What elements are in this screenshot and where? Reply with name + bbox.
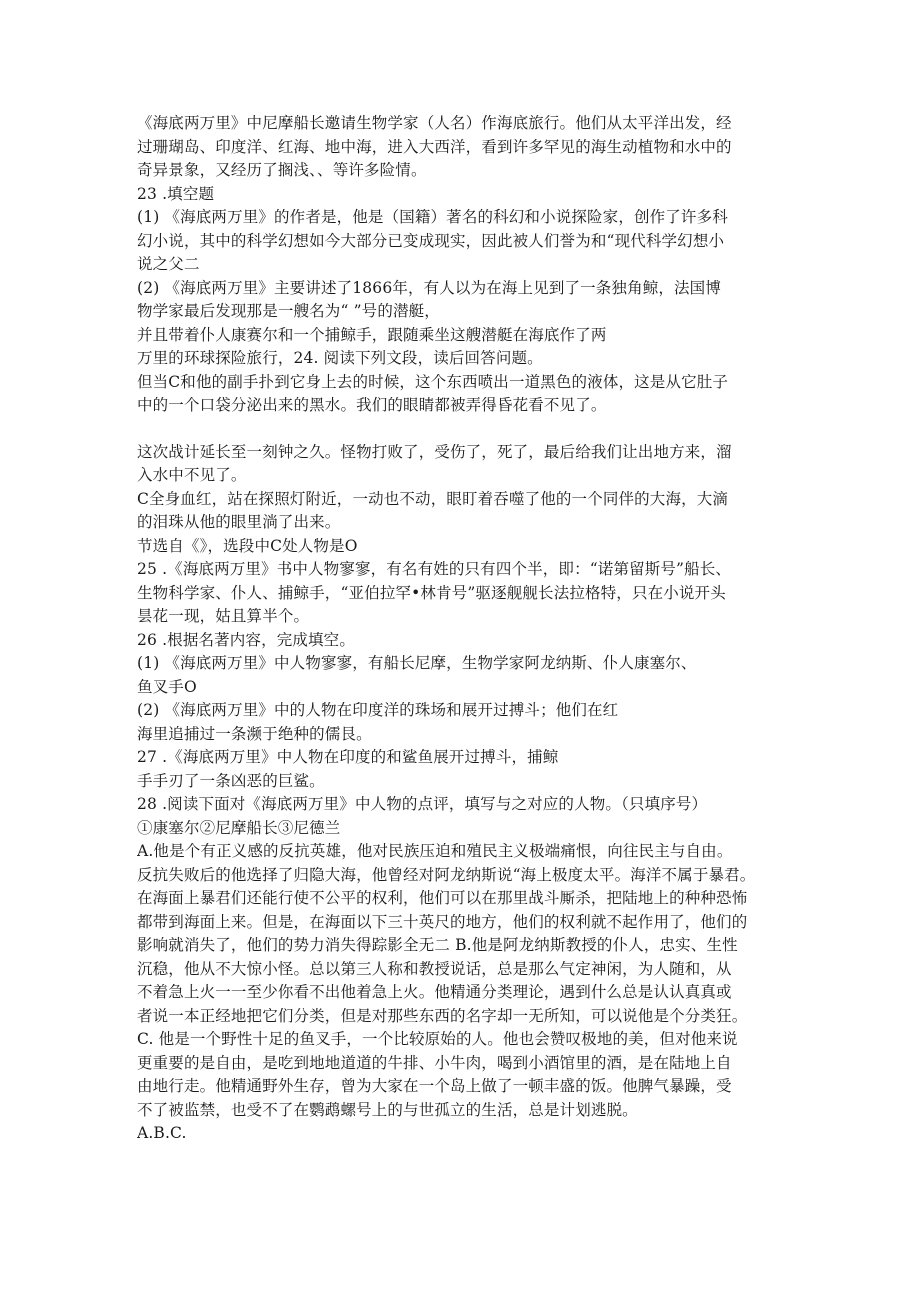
text-line: 手手刃了一条凶恶的巨鲨。	[137, 771, 325, 790]
text-line: 并且带着仆人康赛尔和一个捕鲸手，跟随乘坐这艘潜艇在海底作了两	[137, 325, 607, 344]
text-line: C全身血红，站在探照灯附近，一动也不动，眼盯着吞噬了他的一个同伴的大海，大滴	[137, 489, 729, 508]
text-line: 在海面上暴君们还能行使不公平的权利，他们可以在那里战斗厮杀，把陆地上的种种恐怖	[137, 889, 748, 907]
text-line: 25 .《海底两万里》书中人物寥寥，有名有姓的只有四个半，即：“诺第留斯号”船长、	[137, 560, 732, 578]
text-line: 者说一本正经地把它们分类，但是对那些东西的名字却一无所知，可以说他是个分类狂。	[137, 1006, 748, 1025]
text-line: 由地行走。他精通野外生存，曾为大家在一个岛上做了一顿丰盛的饭。他脾气暴躁，受	[137, 1077, 732, 1095]
text-line: 不着急上火一一至少你看不出他着急上火。他精通分类理论，遇到什么总是认认真真或	[137, 983, 732, 1001]
text-line	[137, 1146, 797, 1170]
text-line: ①康塞尔②尼摩船长③尼德兰	[137, 818, 341, 837]
text-line: 中的一个口袋分泌出来的黑水。我们的眼睛都被弄得昏花看不见了。	[137, 396, 607, 414]
text-line: 但当C和他的副手扑到它身上去的时候，这个东西喷出一道黑色的液体，这是从它肚子	[137, 372, 729, 391]
text-line: 23 .填空题	[137, 184, 215, 203]
text-line: 的泪珠从他的眼里淌了出来。	[137, 513, 341, 531]
text-line: 26 .根据名著内容，完成填空。	[137, 630, 355, 649]
text-line: (1) 《海底两万里》中人物寥寥，有船长尼摩，生物学家阿龙纳斯、仆人康塞尔、	[137, 654, 697, 672]
text-line: (2) 《海底两万里》主要讲述了1866年，有人以为在海上见到了一条独角鲸，法国博	[137, 278, 721, 297]
text-line: 入水中不见了。	[137, 466, 247, 484]
text-line: A.他是个有正义感的反抗英雄，他对民族压迫和殖民主义极端痛恨，向往民主与自由。	[137, 842, 733, 860]
text-line: 反抗失败后的他选择了归隐大海，他曾经对阿龙纳斯说“海上极度太平。海洋不属于暴君。	[137, 865, 756, 884]
text-line: 说之父二	[137, 255, 200, 273]
text-line: C. 他是一个野性十足的鱼叉手，一个比较原始的人。他也会赞叹极地的美，但对他来说	[137, 1030, 738, 1048]
text-line: 这次战计延长至一刻钟之久。怪物打败了，受伤了，死了，最后给我们让出地方来，溜	[137, 442, 732, 461]
text-line: 节选自《》，选段中C处人物是O	[137, 536, 358, 555]
text-line: 幻小说，其中的科学幻想如今大部分已变成现实，因此被人们誉为和“现代科学幻想小	[137, 231, 725, 250]
text-line: A.B.C.	[137, 1124, 187, 1142]
text-line: 海里追捕过一条濒于绝种的儒艮。	[137, 724, 372, 743]
text-line: 鱼叉手O	[137, 677, 197, 696]
text-line: 奇异景象，又经历了搁浅、、等许多险情。	[137, 161, 427, 179]
document-body	[137, 112, 797, 1169]
text-line: 物学家最后发现那是一艘名为“ ”号的潜艇，	[137, 302, 440, 320]
text-line: 昙花一现，姑且算半个。	[137, 607, 310, 625]
text-line: 生物科学家、仆人、捕鲸手，“亚伯拉罕•林肯号”驱逐舰舰长法拉格特，只在小说开头	[137, 583, 726, 602]
text-line: 28 .阅读下面对《海底两万里》中人物的点评，填写与之对应的人物。（只填序号）	[137, 795, 708, 813]
text-line: (1) 《海底两万里》的作者是，他是（国籍）著名的科幻和小说探险家，创作了许多科	[137, 208, 728, 226]
text-line: 沉稳，他从不大惊小怪。总以第三人称和教授说话，总是那么气定神闲，为人随和，从	[137, 959, 732, 978]
text-line: 影响就消失了，他们的势力消失得踪影全无二 B.他是阿龙纳斯教授的仆人，忠实、生性	[137, 936, 738, 954]
text-line: 万里的环球探险旅行，24. 阅读下列文段，读后回答问题。	[137, 349, 543, 367]
blank-line	[137, 418, 797, 441]
text-line: 过珊瑚岛、印度洋、红海、地中海，进入大西洋，看到许多罕见的海生动植物和水中的	[137, 137, 732, 156]
text-line: 27 .《海底两万里》中人物在印度的和鲨鱼展开过搏斗，捕鲸	[137, 748, 559, 766]
text-line: 《海底两万里》中尼摩船长邀请生物学家（人名）作海底旅行。他们从太平洋出发，经	[137, 114, 732, 132]
text-line: 都带到海面上来。但是，在海面以下三十英尺的地方，他们的权利就不起作用了，他们的	[137, 912, 748, 931]
text-line: (2) 《海底两万里》中的人物在印度洋的珠场和展开过搏斗；他们在红	[137, 701, 619, 719]
text-line: 不了被监禁，也受不了在鹦鹉螺号上的与世孤立的生活，总是计划逃脱。	[137, 1100, 638, 1119]
text-line: 更重要的是自由，是吃到地地道道的牛排、小牛肉，喝到小酒馆里的酒，是在陆地上自	[137, 1053, 732, 1072]
